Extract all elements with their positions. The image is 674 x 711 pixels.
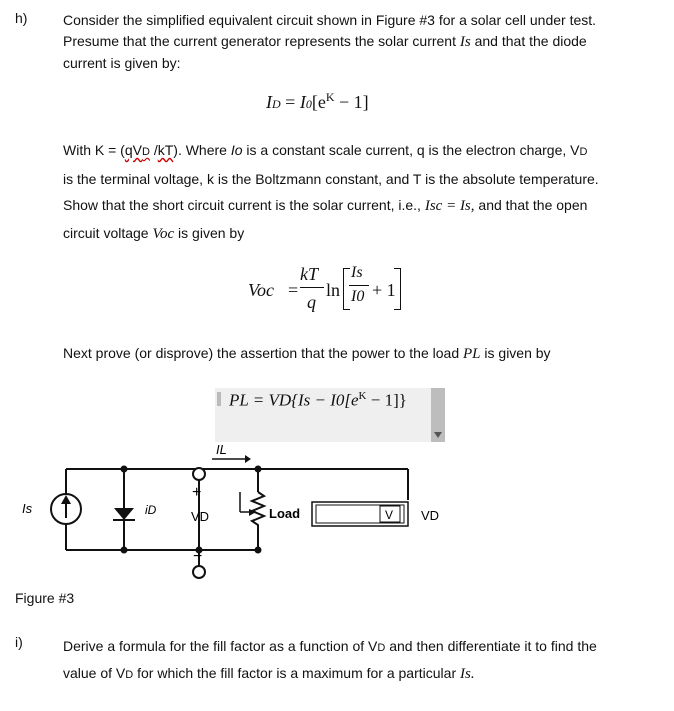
definitions-paragraph — [63, 137, 643, 247]
meter-label: V — [385, 508, 394, 522]
il-label: IL — [216, 442, 227, 457]
is-label: Is — [22, 501, 33, 516]
open-circuit-voltage-equation: Voc = kT q ln Is I0 + 1 — [248, 262, 448, 322]
load-power-equation: PL = $VD\{Is - I0[e^K - 1]\}$ — [229, 390, 407, 410]
definitions-line-1: With K = (qVD /kT). Where Io is a constant scale current, q is the electron charge, VD — [63, 142, 588, 158]
definitions-line-3: Show that the short circuit current is the solar current, i.e., Isc = Is, and that the open — [63, 197, 588, 214]
negative-terminal-icon — [193, 566, 205, 578]
drag-grip-icon[interactable] — [217, 392, 221, 406]
part-i-line-1: Derive a formula for the fill factor as a function of VD and then differentiate it to find the — [63, 638, 597, 654]
load-label: Load — [269, 506, 301, 521]
load-power-equation-box[interactable] — [215, 388, 445, 442]
vd-label: VD — [191, 509, 210, 524]
part-i-line-2: value of VD for which the fill factor is a maximum for a particular Is. — [63, 665, 475, 682]
definitions-line-4: circuit voltage Voc is given by — [63, 224, 245, 242]
meter-out-label: VD — [421, 508, 440, 523]
id-label: iD — [145, 503, 157, 517]
intro-line-3: current is given by: — [63, 55, 181, 71]
figure-caption: Figure #3 — [15, 590, 75, 606]
intro-paragraph — [63, 10, 643, 74]
dropdown-arrow-icon[interactable] — [431, 388, 445, 442]
section-label-i: i) — [15, 634, 23, 650]
section-label-h: h) — [15, 10, 28, 26]
diode-icon — [114, 508, 134, 520]
intro-line-1: Consider the simplified equivalent circuit shown in Figure #3 for a solar cell under test. — [63, 12, 597, 28]
diode-current-equation: ID = $I0[e^K - 1]$ — [266, 90, 369, 112]
power-assertion-paragraph: Next prove (or disprove) the assertion that the power to the load PL is given by — [63, 345, 551, 362]
circuit-diagram — [0, 440, 674, 590]
load-resistor-icon — [252, 492, 264, 528]
plus-sign: + — [192, 484, 202, 501]
intro-line-2: Presume that the current generator represents the solar current Is and that the diode — [63, 33, 587, 50]
definitions-line-2: is the terminal voltage, k is the Boltzmann constant, and T is the absolute temperature. — [63, 170, 599, 187]
positive-terminal-icon — [193, 468, 205, 480]
minus-sign: − — [193, 548, 203, 565]
part-i-paragraph — [63, 634, 643, 688]
